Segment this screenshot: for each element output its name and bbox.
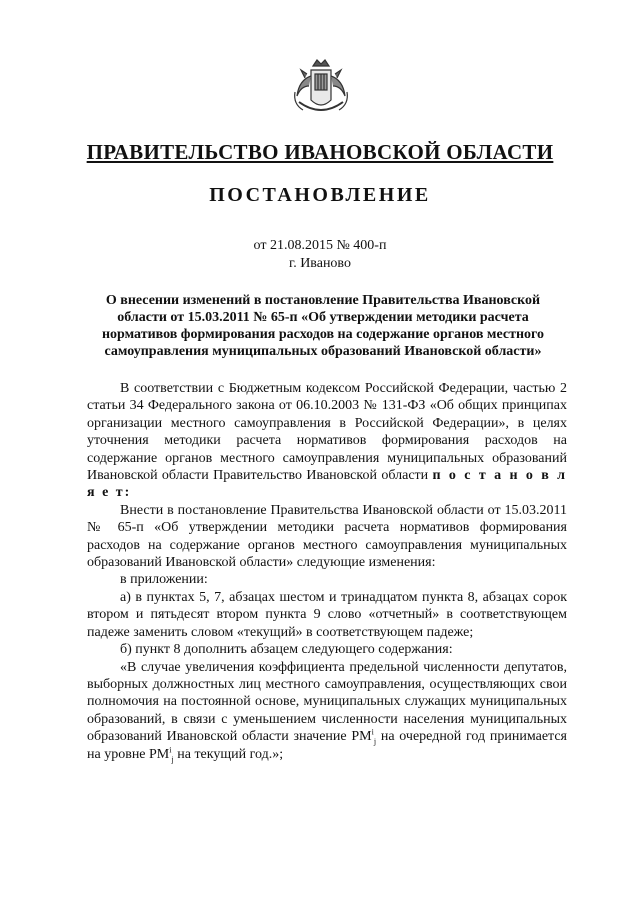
- document-subject: О внесении изменений в постановление Правительства Ивановской области от 15.03.2011 № 65-п «Об утверждении методики расчета нормативов формирования расходов на содержание органов местного самоуправления муниципальных образований Ивановской области»: [101, 293, 545, 359]
- paragraph-amend: Внести в постановление Правительства Ивановской области от 15.03.2011 № 65-п «Об утверждении методики расчета нормативов формирования расходов на содержание органов местного самоуправления муниципальных образований Ивановской области» следующие изменения:: [87, 502, 567, 571]
- document-body: [87, 380, 567, 763]
- document-type-title: ПОСТАНОВЛЕНИЕ: [209, 184, 431, 206]
- coat-of-arms-icon: [291, 56, 351, 120]
- document-date-number: от 21.08.2015 № 400-п: [253, 238, 387, 253]
- paragraph-a: а) в пунктах 5, 7, абзацах шестом и тринадцатом пункта 8, абзацах сорок втором и пятьдесят втором пункта 9 слово «отчетный» в соответствующем падеже заменить словом «текущий» в соответствующем падеже;: [87, 589, 567, 640]
- paragraph-quote: «В случае увеличения коэффициента предельной численности депутатов, выборных должностных лиц местного самоуправления, осуществляющих свои полномочия на постоянной основе, муниципальных служащих муниципальных образований, в связи с уменьшением численности населения муниципальных образований Ивановской области значение $РМ^i_j$ на очередной год принимается на уровне $РМ^i_j$ на текущий год.»;: [87, 659, 567, 764]
- paragraph-preamble: В соответствии с Бюджетным кодексом Российской Федерации, частью 2 статьи 34 Федерального закона от 06.10.2003 № 131-ФЗ «Об общих принципах организации местного самоуправления в Российской Федерации», в целях уточнения методики расчета нормативов формирования расходов на содержание органов местного самоуправления муниципальных образований Ивановской области Правительство Ивановской области п о с т а н о в л я е т:: [87, 381, 567, 501]
- government-title: ПРАВИТЕЛЬСТВО ИВАНОВСКОЙ ОБЛАСТИ: [86, 140, 554, 164]
- decree-word: п о с т а н о в л я е т:: [87, 468, 567, 501]
- document-city: г. Иваново: [289, 256, 351, 271]
- paragraph-annex: в приложении:: [120, 572, 208, 588]
- paragraph-b: б) пункт 8 дополнить абзацем следующего содержания:: [120, 642, 453, 658]
